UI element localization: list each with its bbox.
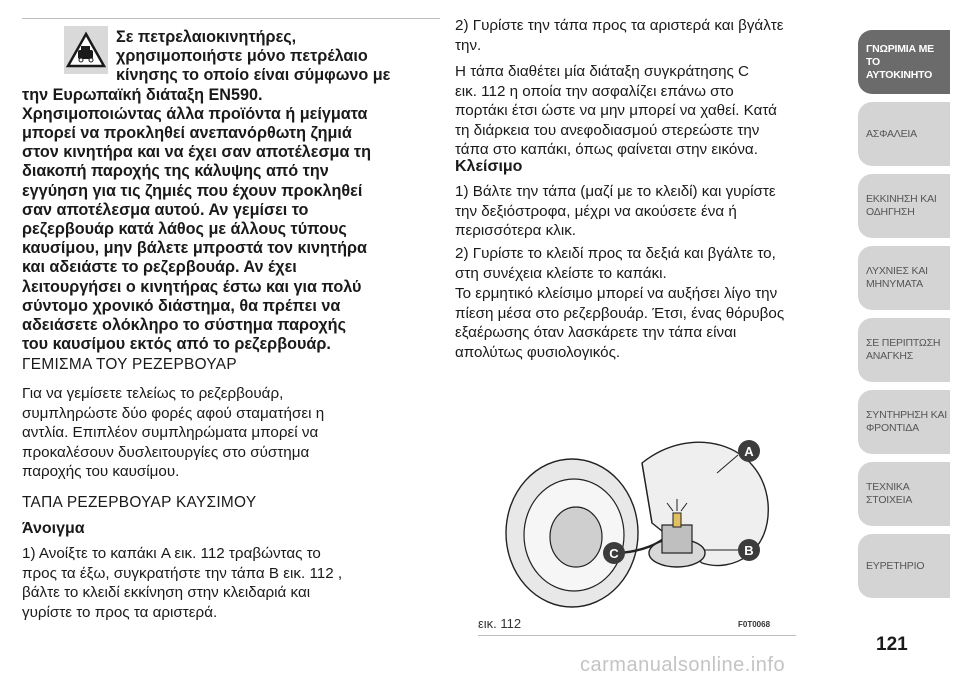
tab-label: ΜΗΝΥΜΑΤΑ xyxy=(866,278,923,290)
fill-line: παροχής του καυσίμου. xyxy=(22,463,180,481)
right-line: Η τάπα διαθέτει μία διάταξη συγκράτησης C xyxy=(455,63,750,80)
warning-line: αδειάσετε ολόκληρο το σύστημα παροχής xyxy=(22,316,346,335)
fuel-cap-illustration xyxy=(492,403,779,615)
closing-paragraph-3 xyxy=(455,284,850,362)
tab-label: ΟΔΗΓΗΣΗ xyxy=(866,206,915,218)
closing-line: την δεξιόστροφα, μέχρι να ακούσετε ένα ή xyxy=(455,202,737,220)
page-number: 121 xyxy=(876,634,908,655)
warning-line: Σε πετρελαιοκινητήρες, xyxy=(116,28,297,46)
fill-line: συμπληρώστε δύο φορές αφού σταματήσει η xyxy=(22,404,325,422)
top-rule xyxy=(22,18,440,19)
tab-maintenance[interactable] xyxy=(858,390,950,454)
tab-label: ΓΝΩΡΙΜΙΑ ΜΕ ΤΟ xyxy=(866,42,934,68)
label-c: C xyxy=(609,546,619,561)
closing-line: Το ερμητικό κλείσιμο μπορεί να αυξήσει λίγο την xyxy=(455,285,778,302)
warning-line: χρησιμοποιήστε μόνο πετρέλαιο xyxy=(116,47,368,66)
watermark: carmanualsonline.info xyxy=(580,654,786,676)
warning-line: στον κινητήρα και να έχει σαν αποτέλεσμα τη xyxy=(22,143,372,162)
warning-text xyxy=(22,28,440,354)
warning-line: διακοπή παροχής της κάλυψης από την xyxy=(22,162,329,181)
warning-line: και αδειάστε το ρεζερβουάρ. Αν έχει xyxy=(22,258,297,277)
right-paragraph-1 xyxy=(455,16,850,55)
tab-label: ΑΝΑΓΚΗΣ xyxy=(866,350,914,362)
opening-line: γυρίστε το προς τα αριστερά. xyxy=(22,603,218,621)
label-b: B xyxy=(744,543,754,558)
right-line: πορτάκι έτσι ώστε να μην μπορεί να χαθεί. Κατά xyxy=(455,102,777,120)
closing-line: 1) Βάλτε την τάπα (μαζί με το κλειδί) και γυρίστε xyxy=(455,183,776,200)
figure-rule xyxy=(478,635,796,636)
tab-label: ΑΥΤΟΚΙΝΗΤΟ xyxy=(866,68,933,81)
closing-line: 2) Γυρίστε το κλειδί προς τα δεξιά και βγάλτε το, xyxy=(455,245,776,262)
tab-warning-lights[interactable] xyxy=(858,246,950,310)
tab-index[interactable] xyxy=(858,534,950,598)
tab-emergency[interactable] xyxy=(858,318,950,382)
warning-line: Χρησιμοποιώντας άλλα προϊόντα ή μείγματα xyxy=(22,104,368,123)
section-title-cap: ΤΑΠΑ ΡΕΖΕΡΒΟΥΑΡ ΚΑΥΣΙΜΟΥ xyxy=(22,494,257,511)
right-line: εικ. 112 η οποία την ασφαλίζει επάνω στο xyxy=(455,82,734,100)
right-paragraph-2 xyxy=(455,62,850,160)
opening-line: 1) Ανοίξτε το καπάκι A εικ. 112 τραβώντας το xyxy=(22,545,321,562)
right-line: 2) Γυρίστε την τάπα προς τα αριστερά και βγάλτε xyxy=(455,17,784,34)
warning-line: κίνησης το οποίο είναι σύμφωνο με xyxy=(116,66,391,85)
tab-label: ΦΡΟΝΤΙΔΑ xyxy=(866,422,919,434)
tab-label: ΣΥΝΤΗΡΗΣΗ ΚΑΙ xyxy=(866,409,947,421)
right-line: τάπα στο καπάκι, όπως φαίνεται στην εικόνα. xyxy=(455,141,758,159)
warning-line: σύντομο χρονικό διάστημα, θα πρέπει να xyxy=(22,296,341,315)
warning-line: λειτουργήσει ο κινητήρας έστω και για πολύ xyxy=(22,277,362,296)
tab-safety[interactable] xyxy=(858,102,950,166)
warning-line: του καυσίμου εκτός από το ρεζερβουάρ. xyxy=(22,335,331,354)
section-title-fill: ΓΕΜΙΣΜΑ ΤΟΥ ΡΕΖΕΡΒΟΥΑΡ xyxy=(22,356,237,373)
warning-line: σαν αποτέλεσμα αυτού. Αν γεμίσει το xyxy=(22,200,309,219)
closing-line: εξαέρωσης όταν λασκάρετε την τάπα είναι xyxy=(455,324,737,342)
opening-title: Άνοιγμα xyxy=(22,520,85,537)
opening-line: βάλτε το κλειδί εκκίνηση στην κλειδαριά και xyxy=(22,584,311,602)
closing-line: πίεση μέσα στο ρεζερβουάρ. Έτσι, ένας θόρυβος xyxy=(455,304,785,322)
tab-label: ΕΚΚΙΝΗΣΗ ΚΑΙ xyxy=(866,193,937,205)
fill-line: προκαλέσουν δυσλειτουργίες στο σύστημα xyxy=(22,443,310,461)
fill-line: Για να γεμίσετε τελείως το ρεζερβουάρ, xyxy=(22,385,284,402)
opening-line: προς τα έξω, συγκρατήστε την τάπα B εικ. 112 , xyxy=(22,564,343,582)
figure-code: F0T0068 xyxy=(738,620,771,629)
closing-paragraph-2 xyxy=(455,244,850,283)
right-line: την. xyxy=(455,36,482,54)
tab-label: ΤΕΧΝΙΚΑ ΣΤΟΙΧΕΙΑ xyxy=(866,481,913,506)
tab-label: ΑΣΦΑΛΕΙΑ xyxy=(866,127,917,140)
tab-starting-driving[interactable] xyxy=(858,174,950,238)
closing-line: απολύτως φυσιολογικός. xyxy=(455,343,621,361)
right-line: τη διάρκεια του ανεφοδιασμού στερεώστε την xyxy=(455,121,760,139)
warning-line: ρεζερβουάρ κατά λάθος με άλλους τύπους xyxy=(22,220,347,239)
figure-caption: εικ. 112 xyxy=(478,616,522,631)
warning-line: εγγύηση για τις ζημιές που έχουν προκληθεί xyxy=(22,181,363,200)
warning-line: μπορεί να προκληθεί ανεπανόρθωτη ζημιά xyxy=(22,124,352,143)
warning-line: την Ευρωπαϊκή διάταξη EN590. xyxy=(22,85,263,104)
tab-knowing-car[interactable] xyxy=(858,30,950,94)
tab-label: ΕΥΡΕΤΗΡΙΟ xyxy=(866,559,925,572)
fuel-cap-figure xyxy=(492,403,779,615)
tab-technical-data[interactable] xyxy=(858,462,950,526)
opening-paragraph xyxy=(22,544,440,622)
fill-line: αντλία. Επιπλέον συμπληρώματα μπορεί να xyxy=(22,424,319,442)
tab-label: ΣΕ ΠΕΡΙΠΤΩΣΗ xyxy=(866,337,941,349)
fill-paragraph xyxy=(22,384,440,482)
tab-label: ΛΥΧΝΙΕΣ ΚΑΙ xyxy=(866,265,928,277)
warning-line: καυσίμου, μην βάλετε μπροστά τον κινητήρα xyxy=(22,239,368,258)
closing-line: περισσότερα κλικ. xyxy=(455,222,577,240)
closing-line: στη συνέχεια κλείστε το καπάκι. xyxy=(455,264,667,282)
closing-paragraph-1 xyxy=(455,182,850,241)
closing-title: Κλείσιμο xyxy=(455,158,523,175)
label-a: A xyxy=(744,444,754,459)
